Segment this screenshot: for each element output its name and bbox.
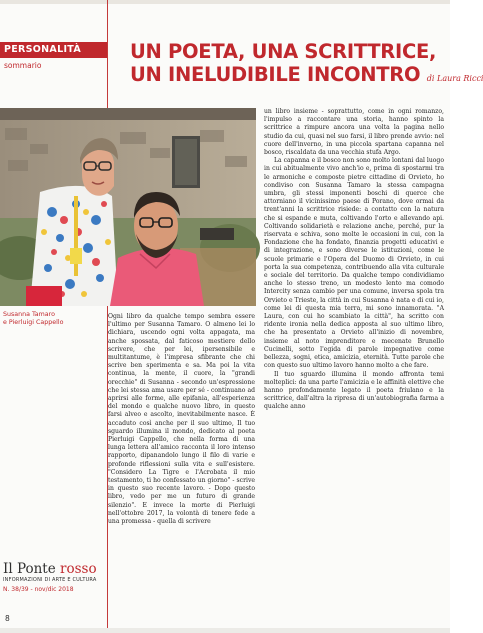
- article-column-1: [108, 313, 255, 526]
- bottom-edge: [0, 628, 450, 633]
- caption-line-1: Susanna Tamaro: [3, 311, 55, 318]
- brand-tagline: INFORMAZIONI DI ARTE E CULTURA: [3, 577, 97, 583]
- magazine-brand: [3, 562, 107, 593]
- headline-line-1: UN POETA, UNA SCRITTRICE,: [130, 40, 437, 63]
- photo-caption: [3, 311, 103, 327]
- headline-line-2-text: UN INELUDIBILE INCONTRO: [130, 63, 421, 86]
- portrait-photo-illustration: [0, 108, 256, 306]
- issue-number: N. 38/39 - nov/dic 2018: [3, 586, 74, 593]
- brand-word: Il Ponte: [3, 561, 56, 577]
- headline-line-2: [130, 63, 483, 90]
- section-sub: sommario: [4, 61, 42, 70]
- section-label: PERSONALITÀ: [0, 42, 107, 58]
- paragraph: La capanna e il bosco non sono molto lontani dal luogo in cui abitualmente vivo anch'io e, prima di spostarmi tra le armoniche e composte pietre cittadine di Orvieto, ho condiviso con Susanna Tamaro la stessa campagna umbra, gli stessi imponenti boschi di querce che attorniano il vicinissimo paese di Porano, dove ormai da trent'anni la scrittrice risiede: a contatto con la natura che si espande e muta, coltivando l'orto e allevando api. Coltivando solidarietà e relazione anche, perché, pur la riservata e schiva, sono molte le occasioni in cui, con la Fondazione che ha fondato, finanzia progetti educativi e di integrazione, e sono diverse le istituzioni, come le scuole primarie e l'Opera del Duomo di Orvieto, in cui porta la sua competenza, contribuendo alla vita culturale e sociale del territorio. Da qualche tempo condividiamo anche lo stesso treno, un modesto lento ma comodo Intercity senza cambio per una comune, inversa spola tra Orvieto e Trieste, la città in cui Susanna è nata e di cui io, come lei di questa mia terra, mi sono innamorata. "A Laura, con cui ho scambiato la città", ha scritto con ridente ironia nella dedica apposta al suo ultimo libro, che ha presentato a Orvieto all'inizio di novembre, insieme al noto imprenditore e mecenate Brunello Cucinelli, sotto l'egida di parole impegnative come bellezza, sogni, etica, amicizia, eternità. Tutte parole che con questo suo ultimo lavoro hanno molto a che fare.: [264, 157, 444, 370]
- paragraph: un libro insieme - soprattutto, come in ogni romanzo, l'impulso a raccontare una storia, hanno spinto la scrittrice a rimpure ancora una volta la pagina nello studio da cui, quasi nel suo farsi, il libro prende avvio: nel cuore dell'inverno, in una piccola spartana capanna nel bosco, riscaldata da una vecchia stufa Argo.: [264, 108, 444, 157]
- brand-accent: rosso: [60, 561, 97, 577]
- caption-line-2: e Pierluigi Cappello: [3, 319, 64, 326]
- page-number: 8: [5, 614, 10, 623]
- paragraph: Ogni libro da qualche tempo sembra essere l'ultimo per Susanna Tamaro. O almeno lei lo dichiara, uscendo ogni volta appagata, ma anche spossata, dal faticoso mestiere dello scrivere, che per lei, ipersensibile e multitantume, è l'impresa sfibrante che chi scrive ben sperimenta e sa. Ma poi la vita continua, la mente, il cuore, la "grandi orecchie" di Susanna - secondo un'espressione che lei stessa ama usare per sé - continuano ad aprirsi alle forme, alle epifania, all'esperienza del mondo e qualche nuovo libro, in questo farsi alveo e ascolto, inevitabilmente nasce. È accaduto così anche per il suo ultimo, Il tuo sguardo illumina il mondo, dedicato al poeta Pierluigi Cappello, che nella forma di una lunga lettera all'amico racconta il loro intenso rapporto, dipanandolo lungo il filo di varie e profonde riflessioni sulla vita e sull'esistere. "Considero La Tigre e l'Acrobata il mio testamento, ti ho confessato un giorno" - scrive in questo suo recente lavoro. - Dopo questo libro, vedo per me un futuro di grande silenzio". E invece la morte di Pierluigi nell'ottobre 2017, la volontà di tenere fede a una promessa - quella di scrivere: [108, 313, 255, 526]
- top-edge: [0, 0, 450, 4]
- headline: [130, 40, 483, 90]
- photo: [0, 108, 256, 306]
- brand-logo: [3, 562, 107, 576]
- article-column-2: [264, 108, 444, 412]
- paragraph: Il tuo sguardo illumina il mondo affronta temi molteplici: da una parte l'amicizia e le affinità elettive che hanno profondamente legato il poeta friulano e la scrittrice, dall'altra la ripresa di un'autobiografia farma a qualche anno: [264, 370, 444, 411]
- byline: di Laura Ricci: [426, 74, 483, 83]
